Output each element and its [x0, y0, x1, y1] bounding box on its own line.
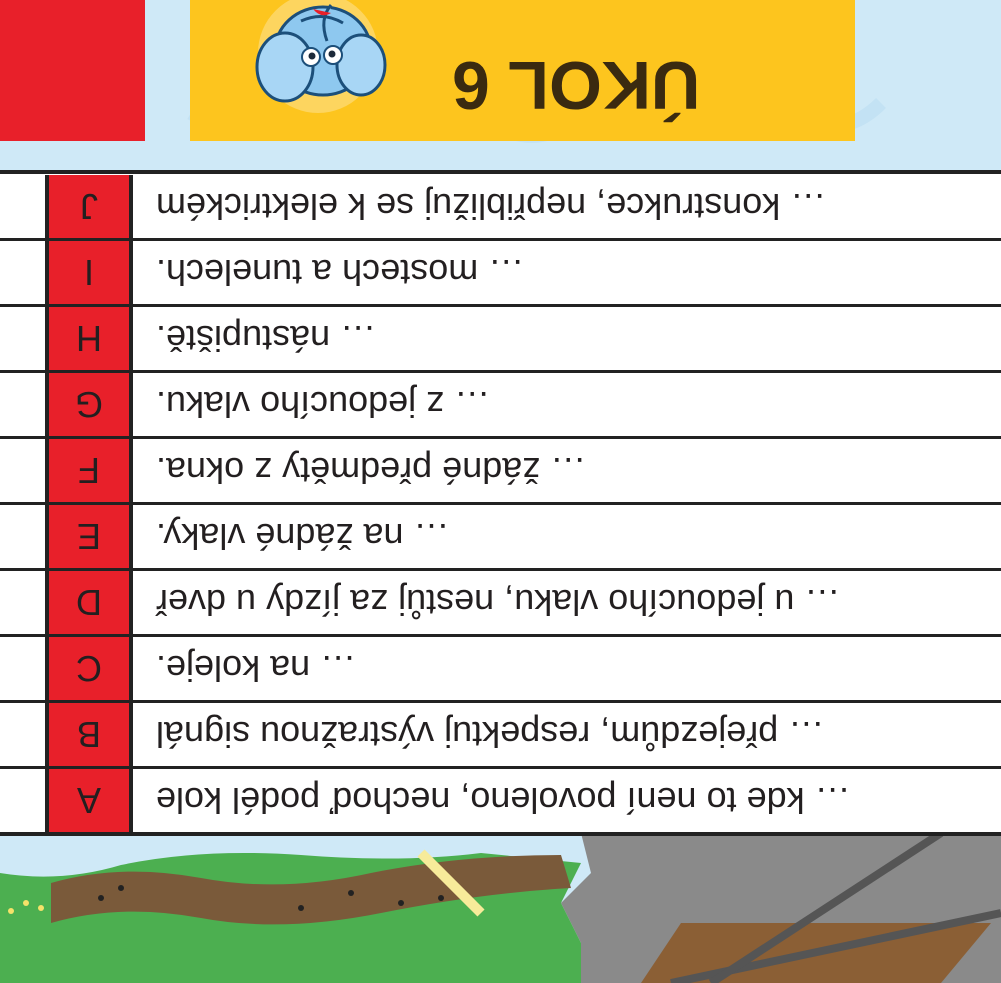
row-letter: D — [45, 571, 133, 634]
blue-elephant-mascot-icon — [247, 0, 389, 113]
table-row — [0, 304, 1001, 370]
banner-title: ÚKOL 6 — [451, 47, 701, 123]
row-letter: I — [45, 241, 133, 304]
row-text: … kde to není povoleno, nechoď podél kole — [156, 780, 851, 822]
row-letter: E — [45, 505, 133, 568]
red-corner-block — [0, 0, 145, 141]
row-letter: A — [45, 769, 133, 832]
row-letter: G — [45, 373, 133, 436]
row-text: … přejezdům, respektuj výstražnou signál — [156, 714, 825, 756]
table-row — [0, 502, 1001, 568]
table-row — [0, 172, 1001, 238]
row-text: … na žádné vlaky. — [156, 516, 450, 558]
row-text: … mostech a tunelech. — [156, 252, 525, 294]
row-text: … u jedoucího vlaku, nestůj za jízdy u dveř — [156, 582, 841, 624]
table-row — [0, 436, 1001, 502]
row-text: … na koleje. — [156, 648, 357, 690]
row-text: … nástupiště. — [156, 318, 377, 360]
answer-table — [0, 170, 1001, 836]
table-row — [0, 700, 1001, 766]
row-letter: J — [45, 175, 133, 238]
table-row — [0, 634, 1001, 700]
table-row — [0, 238, 1001, 304]
row-letter: B — [45, 703, 133, 766]
table-row — [0, 370, 1001, 436]
row-letter: H — [45, 307, 133, 370]
table-row — [0, 568, 1001, 634]
row-letter: F — [45, 439, 133, 502]
landscape-illustration — [0, 833, 1001, 983]
row-text: … žádné předměty z okna. — [156, 450, 587, 492]
row-letter: C — [45, 637, 133, 700]
row-text: … z jedoucího vlaku. — [156, 384, 491, 426]
table-row — [0, 766, 1001, 832]
row-text: … konstrukce, nepřibližuj se k elektrickém — [156, 186, 827, 228]
